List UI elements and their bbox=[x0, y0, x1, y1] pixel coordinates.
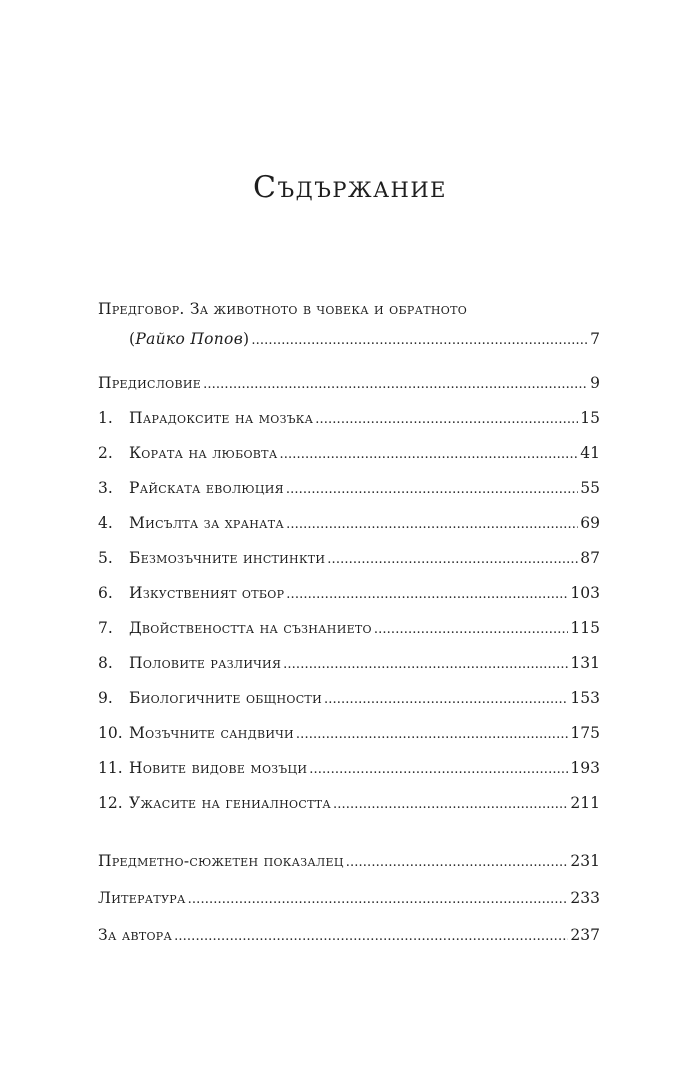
toc-entry-label: Райската еволюция bbox=[129, 479, 284, 497]
toc-entry-label: За автора bbox=[98, 926, 173, 944]
dot-leader bbox=[286, 587, 568, 603]
page-title: Съдържание bbox=[253, 170, 447, 205]
dot-leader bbox=[346, 855, 569, 871]
dot-leader bbox=[309, 762, 568, 778]
toc-page-number: 175 bbox=[570, 724, 600, 742]
toc-entry-label: Мозъчните сандвичи bbox=[129, 724, 294, 742]
chapter-number: 12. bbox=[98, 794, 123, 812]
chapter-number: 3. bbox=[98, 479, 113, 497]
toc-entry-chapter[interactable] bbox=[98, 654, 600, 676]
toc-entry-chapter[interactable] bbox=[98, 689, 600, 711]
chapter-number: 11. bbox=[98, 759, 123, 777]
dot-leader bbox=[315, 412, 578, 428]
toc-entry-chapter[interactable] bbox=[98, 794, 600, 816]
dot-leader bbox=[286, 517, 578, 533]
toc-page-number: 233 bbox=[570, 889, 600, 907]
toc-page-number: 103 bbox=[570, 584, 600, 602]
chapter-number: 9. bbox=[98, 689, 113, 707]
toc-page-number: 211 bbox=[570, 794, 600, 812]
toc-entry-label: Безмозъчните инстинкти bbox=[129, 549, 326, 567]
toc-page-number: 55 bbox=[580, 479, 600, 497]
toc-entry-label: Парадоксите на мозъка bbox=[129, 409, 314, 427]
toc-entry-label: Биологичните общности bbox=[129, 689, 322, 707]
toc-page-number: 237 bbox=[570, 926, 600, 944]
toc-entry-about-author[interactable] bbox=[98, 926, 600, 948]
dot-leader bbox=[286, 482, 578, 498]
toc-page-number: 231 bbox=[570, 852, 600, 870]
toc-page-number: 115 bbox=[570, 619, 600, 637]
toc-page-number: 153 bbox=[570, 689, 600, 707]
toc-entry-label: Предговор. За животното в човека и обратното bbox=[98, 300, 468, 318]
dot-leader bbox=[333, 797, 568, 813]
toc-entry-label: Изкуственият отбор bbox=[129, 584, 285, 602]
chapter-number: 10. bbox=[98, 724, 123, 742]
dot-leader bbox=[283, 657, 568, 673]
dot-leader bbox=[296, 727, 568, 743]
chapter-number: 7. bbox=[98, 619, 113, 637]
toc-entry-label: Мисълта за храната bbox=[129, 514, 285, 532]
toc-entry-label: Предисловие bbox=[98, 374, 202, 392]
toc-entry-author: (Райко Попов) bbox=[129, 330, 250, 348]
toc-entry-chapter[interactable] bbox=[98, 724, 600, 746]
toc-page-number: 87 bbox=[580, 549, 600, 567]
toc-entry-label: Двойствеността на съзнанието bbox=[129, 619, 372, 637]
toc-entry-chapter[interactable] bbox=[98, 409, 600, 431]
toc-entry-label: Предметно-сюжетен показалец bbox=[98, 852, 344, 870]
author-name: Райко Попов bbox=[135, 330, 244, 348]
toc-page-number: 69 bbox=[580, 514, 600, 532]
toc-entry-label: Ужасите на гениалността bbox=[129, 794, 331, 812]
chapter-number: 5. bbox=[98, 549, 113, 567]
dot-leader bbox=[327, 552, 578, 568]
toc-page-number: 7 bbox=[590, 330, 600, 348]
toc-page-number: 9 bbox=[590, 374, 600, 392]
toc-entry-chapter[interactable] bbox=[98, 444, 600, 466]
chapter-number: 6. bbox=[98, 584, 113, 602]
dot-leader bbox=[324, 692, 568, 708]
toc-entry-chapter[interactable] bbox=[98, 759, 600, 781]
toc-page-number: 41 bbox=[580, 444, 600, 462]
toc-page-number: 131 bbox=[570, 654, 600, 672]
toc-entry-preface-line2[interactable] bbox=[98, 330, 600, 352]
toc-entry-preface-line1[interactable] bbox=[98, 300, 600, 322]
toc-entry-label: Половите различия bbox=[129, 654, 282, 672]
toc-entry-chapter[interactable] bbox=[98, 584, 600, 606]
dot-leader bbox=[251, 333, 588, 349]
dot-leader bbox=[174, 929, 568, 945]
toc-page-number: 15 bbox=[580, 409, 600, 427]
toc-entry-label: Литература bbox=[98, 889, 186, 907]
toc-entry-chapter[interactable] bbox=[98, 549, 600, 571]
dot-leader bbox=[279, 447, 578, 463]
chapter-number: 8. bbox=[98, 654, 113, 672]
chapter-number: 4. bbox=[98, 514, 113, 532]
dot-leader bbox=[203, 377, 588, 393]
toc-entry-literature[interactable] bbox=[98, 889, 600, 911]
toc-entry-label: Новите видове мозъци bbox=[129, 759, 308, 777]
toc-entry-label: Кората на любовта bbox=[129, 444, 278, 462]
dot-leader bbox=[188, 892, 569, 908]
chapter-number: 1. bbox=[98, 409, 113, 427]
toc-entry-chapter[interactable] bbox=[98, 479, 600, 501]
dot-leader bbox=[374, 622, 569, 638]
toc-page-number: 193 bbox=[570, 759, 600, 777]
chapter-number: 2. bbox=[98, 444, 113, 462]
toc-entry-index[interactable] bbox=[98, 852, 600, 874]
toc-entry-chapter[interactable] bbox=[98, 514, 600, 536]
toc-entry-foreword[interactable] bbox=[98, 374, 600, 396]
toc-entry-chapter[interactable] bbox=[98, 619, 600, 641]
